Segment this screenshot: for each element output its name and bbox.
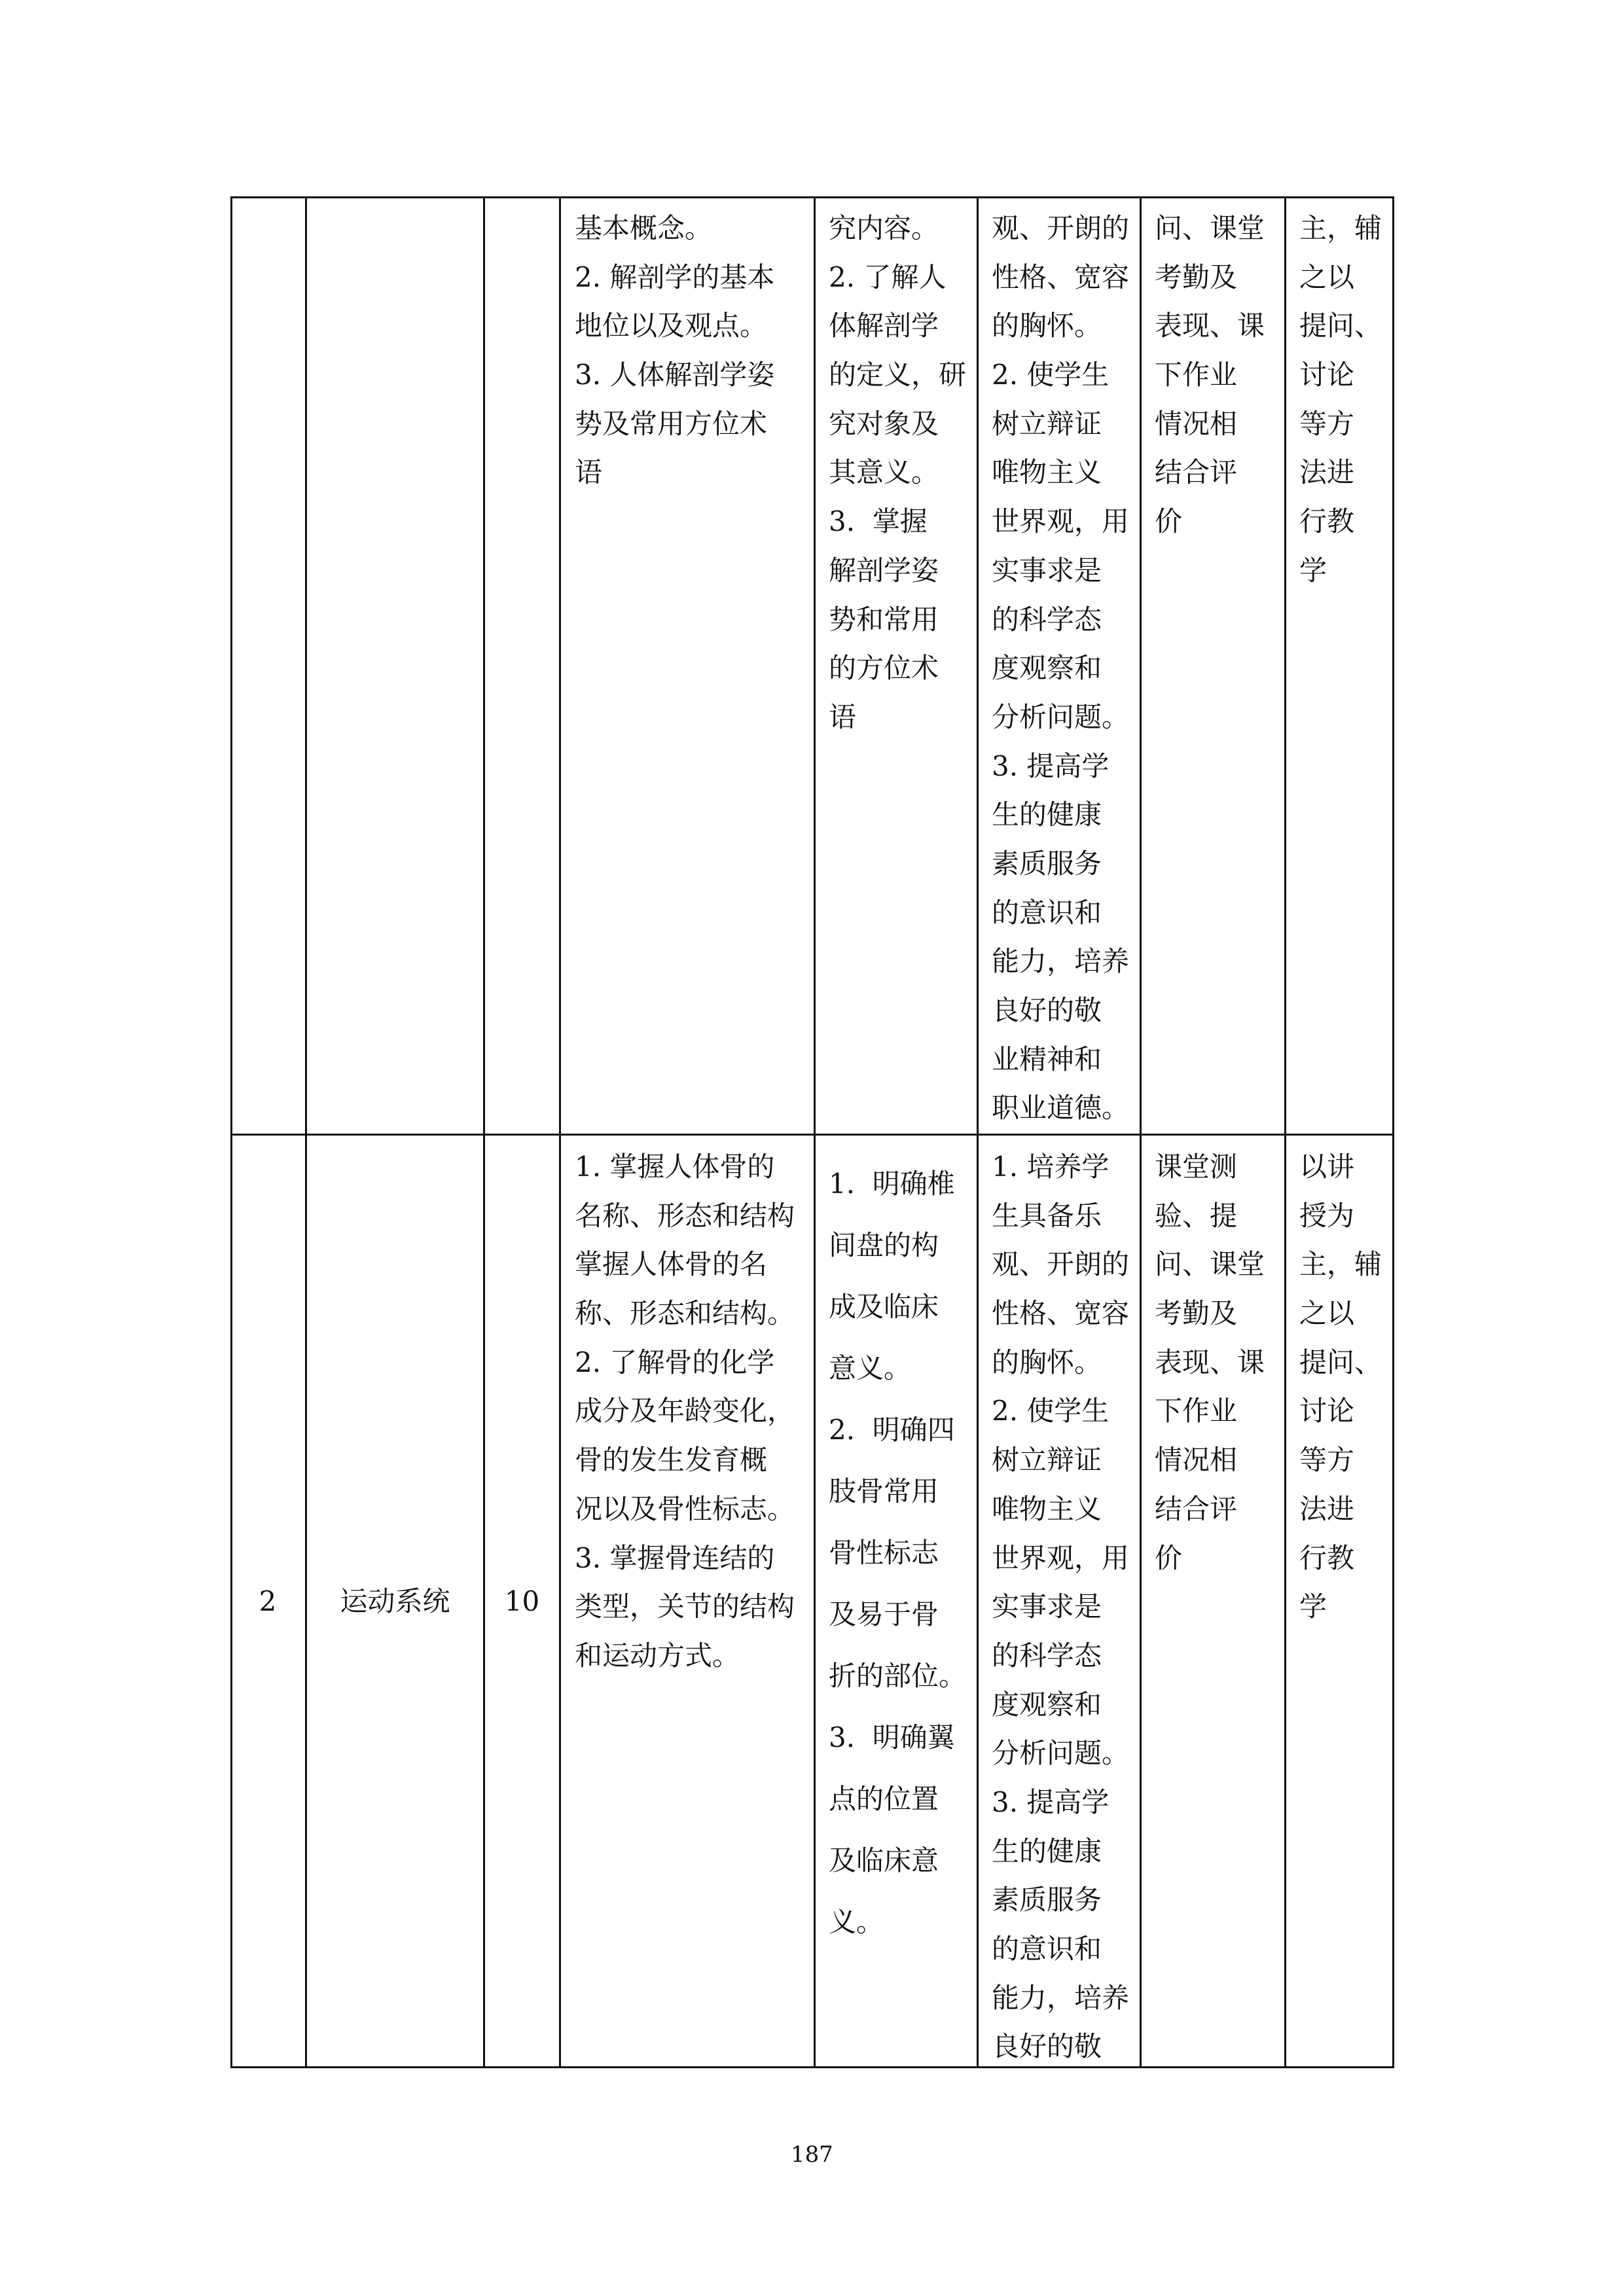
cell-line: 的定义，研 bbox=[829, 359, 967, 391]
cell-line: 3. 掌握骨连结的 bbox=[575, 1541, 775, 1574]
cell-line: 结合评 bbox=[1155, 456, 1238, 489]
cell-line: 课堂测 bbox=[1155, 1151, 1238, 1183]
cell-line: 分析问题。 bbox=[992, 1737, 1130, 1770]
cell-line: 2. 解剖学的基本 bbox=[575, 260, 775, 293]
column-divider bbox=[305, 196, 307, 2068]
cell-line: 语 bbox=[829, 700, 857, 733]
cell-line: 体解剖学 bbox=[829, 310, 939, 342]
cell-line: 能力，培养 bbox=[992, 1981, 1130, 2014]
cell-line: 良好的敬 bbox=[992, 994, 1102, 1026]
row1-knowledge-cell bbox=[575, 204, 774, 497]
cell-line: 名称、形态和结构 bbox=[575, 1199, 795, 1232]
cell-line: 性格、宽容 bbox=[992, 1297, 1130, 1330]
cell-line: 势和常用 bbox=[829, 603, 939, 636]
cell-line: 度观察和 bbox=[992, 1688, 1102, 1721]
table-border-bottom bbox=[230, 2066, 1394, 2068]
cell-line: 的胸怀。 bbox=[992, 1346, 1102, 1378]
row1-assessment-cell bbox=[1155, 204, 1265, 547]
cell-line: 其意义。 bbox=[829, 456, 939, 489]
row1-requirements-cell bbox=[829, 204, 966, 742]
cell-line: 表现、课 bbox=[1155, 310, 1265, 342]
column-divider bbox=[814, 196, 816, 2068]
cell-line: 3. 人体解剖学姿 bbox=[575, 359, 775, 391]
cell-line: 授为 bbox=[1299, 1199, 1355, 1232]
cell-line: 世界观，用 bbox=[992, 1541, 1130, 1574]
cell-line: 类型，关节的结构 bbox=[575, 1590, 795, 1623]
cell-line: 生的健康 bbox=[992, 1835, 1102, 1867]
cell-line: 分析问题。 bbox=[992, 700, 1130, 733]
table-border-top bbox=[230, 196, 1394, 198]
cell-line: 究内容。 bbox=[829, 212, 939, 244]
cell-line: 1. 掌握人体骨的 bbox=[575, 1151, 775, 1183]
cell-line: 观、开朗的 bbox=[992, 1248, 1130, 1281]
cell-line: 等方 bbox=[1299, 1444, 1355, 1477]
cell-line: 究对象及 bbox=[829, 407, 939, 440]
cell-line: 主，辅 bbox=[1299, 1248, 1382, 1281]
cell-line: 及易于骨 bbox=[829, 1598, 939, 1630]
cell-line: 学 bbox=[1299, 1590, 1327, 1623]
cell-line: 意义。 bbox=[829, 1352, 912, 1384]
row2-hours: 10 bbox=[504, 1585, 540, 1617]
cell-line: 的方位术 bbox=[829, 652, 939, 685]
column-divider bbox=[977, 196, 979, 2068]
cell-line: 义。 bbox=[829, 1906, 884, 1938]
column-divider bbox=[1140, 196, 1142, 2068]
cell-line: 情况相 bbox=[1155, 1444, 1238, 1477]
course-content-table bbox=[230, 196, 1394, 2068]
cell-line: 点的位置 bbox=[829, 1783, 939, 1815]
cell-line: 下作业 bbox=[1155, 1395, 1238, 1427]
cell-line: 树立辩证 bbox=[992, 1444, 1102, 1477]
cell-line: 1. 明确椎 bbox=[829, 1168, 955, 1200]
cell-line: 基本概念。 bbox=[575, 212, 713, 244]
cell-line: 语 bbox=[575, 456, 603, 489]
cell-line: 掌握人体骨的名 bbox=[575, 1248, 768, 1281]
cell-line: 实事求是 bbox=[992, 1590, 1102, 1623]
cell-line: 树立辩证 bbox=[992, 407, 1102, 440]
row2-knowledge-cell bbox=[575, 1143, 795, 1681]
cell-line: 2. 明确四 bbox=[829, 1414, 955, 1446]
cell-line: 行教 bbox=[1299, 1541, 1355, 1574]
cell-line: 考勤及 bbox=[1155, 260, 1238, 293]
column-divider bbox=[1284, 196, 1286, 2068]
cell-line: 法进 bbox=[1299, 1492, 1355, 1525]
cell-line: 况以及骨性标志。 bbox=[575, 1492, 795, 1525]
column-divider bbox=[559, 196, 561, 2068]
cell-line: 度观察和 bbox=[992, 652, 1102, 685]
row2-module: 运动系统 bbox=[340, 1585, 450, 1617]
cell-line: 的科学态 bbox=[992, 1639, 1102, 1672]
cell-line: 以讲 bbox=[1299, 1151, 1355, 1183]
page-number: 187 bbox=[791, 2142, 833, 2168]
cell-line: 折的部位。 bbox=[829, 1660, 967, 1692]
row2-requirements-cell bbox=[829, 1153, 966, 1953]
cell-line: 情况相 bbox=[1155, 407, 1238, 440]
row1-ideology-cell bbox=[992, 204, 1129, 1133]
cell-line: 2. 了解骨的化学 bbox=[575, 1346, 775, 1378]
cell-line: 2. 使学生 bbox=[992, 359, 1110, 391]
cell-line: 称、形态和结构。 bbox=[575, 1297, 795, 1330]
cell-line: 行教 bbox=[1299, 505, 1355, 538]
cell-line: 骨性标志 bbox=[829, 1537, 939, 1569]
cell-line: 2. 使学生 bbox=[992, 1395, 1110, 1427]
cell-line: 3. 明确翼 bbox=[829, 1721, 955, 1753]
cell-line: 生具备乐 bbox=[992, 1199, 1102, 1232]
cell-line: 解剖学姿 bbox=[829, 554, 939, 586]
cell-line: 间盘的构 bbox=[829, 1229, 939, 1261]
cell-line: 讨论 bbox=[1299, 359, 1355, 391]
cell-line: 能力，培养 bbox=[992, 945, 1130, 978]
cell-line: 观、开朗的 bbox=[992, 212, 1130, 244]
cell-line: 3. 掌握 bbox=[829, 505, 928, 538]
cell-line: 地位以及观点。 bbox=[575, 310, 768, 342]
cell-line: 成及临床 bbox=[829, 1291, 939, 1323]
cell-line: 良好的敬 bbox=[992, 2030, 1102, 2063]
cell-line: 的胸怀。 bbox=[992, 310, 1102, 342]
cell-line: 骨的发生发育概 bbox=[575, 1444, 768, 1477]
cell-line: 结合评 bbox=[1155, 1492, 1238, 1525]
cell-line: 势及常用方位术 bbox=[575, 407, 768, 440]
cell-line: 性格、宽容 bbox=[992, 260, 1130, 293]
cell-line: 及临床意 bbox=[829, 1844, 939, 1876]
cell-line: 肢骨常用 bbox=[829, 1475, 939, 1507]
row1-method-cell bbox=[1299, 204, 1382, 596]
row2-method-cell bbox=[1299, 1143, 1382, 1632]
cell-line: 验、提 bbox=[1155, 1199, 1238, 1232]
cell-line: 的意识和 bbox=[992, 896, 1102, 929]
column-divider bbox=[483, 196, 485, 2068]
cell-line: 讨论 bbox=[1299, 1395, 1355, 1427]
cell-line: 素质服务 bbox=[992, 1884, 1102, 1916]
cell-line: 和运动方式。 bbox=[575, 1639, 740, 1672]
cell-line: 1. 培养学 bbox=[992, 1151, 1110, 1183]
cell-line: 表现、课 bbox=[1155, 1346, 1265, 1378]
table-border-left bbox=[230, 196, 232, 2068]
cell-line: 学 bbox=[1299, 554, 1327, 586]
cell-line: 生的健康 bbox=[992, 798, 1102, 831]
cell-line: 世界观，用 bbox=[992, 505, 1130, 538]
cell-line: 问、课堂 bbox=[1155, 1248, 1265, 1281]
cell-line: 3. 提高学 bbox=[992, 1785, 1110, 1818]
cell-line: 考勤及 bbox=[1155, 1297, 1238, 1330]
cell-line: 成分及年龄变化， bbox=[575, 1395, 795, 1427]
cell-line: 素质服务 bbox=[992, 847, 1102, 880]
row2-index: 2 bbox=[259, 1585, 277, 1617]
cell-line: 价 bbox=[1155, 505, 1183, 538]
cell-line: 等方 bbox=[1299, 407, 1355, 440]
cell-line: 3. 提高学 bbox=[992, 749, 1110, 782]
cell-line: 主，辅 bbox=[1299, 212, 1382, 244]
cell-line: 的意识和 bbox=[992, 1933, 1102, 1965]
cell-line: 问、课堂 bbox=[1155, 212, 1265, 244]
cell-line: 提问、 bbox=[1299, 310, 1382, 342]
cell-line: 2. 了解人 bbox=[829, 260, 947, 293]
cell-line: 法进 bbox=[1299, 456, 1355, 489]
cell-line: 提问、 bbox=[1299, 1346, 1382, 1378]
cell-line: 的科学态 bbox=[992, 603, 1102, 636]
cell-line: 业精神和 bbox=[992, 1043, 1102, 1075]
cell-line: 下作业 bbox=[1155, 359, 1238, 391]
row-divider bbox=[230, 1134, 1394, 1136]
table-border-right bbox=[1392, 196, 1394, 2068]
row2-ideology-cell bbox=[992, 1143, 1129, 2072]
cell-line: 唯物主义 bbox=[992, 456, 1102, 489]
cell-line: 之以 bbox=[1299, 260, 1355, 293]
cell-line: 实事求是 bbox=[992, 554, 1102, 586]
row2-assessment-cell bbox=[1155, 1143, 1265, 1583]
cell-line: 唯物主义 bbox=[992, 1492, 1102, 1525]
cell-line: 之以 bbox=[1299, 1297, 1355, 1330]
cell-line: 价 bbox=[1155, 1541, 1183, 1574]
cell-line: 职业道德。 bbox=[992, 1092, 1130, 1124]
